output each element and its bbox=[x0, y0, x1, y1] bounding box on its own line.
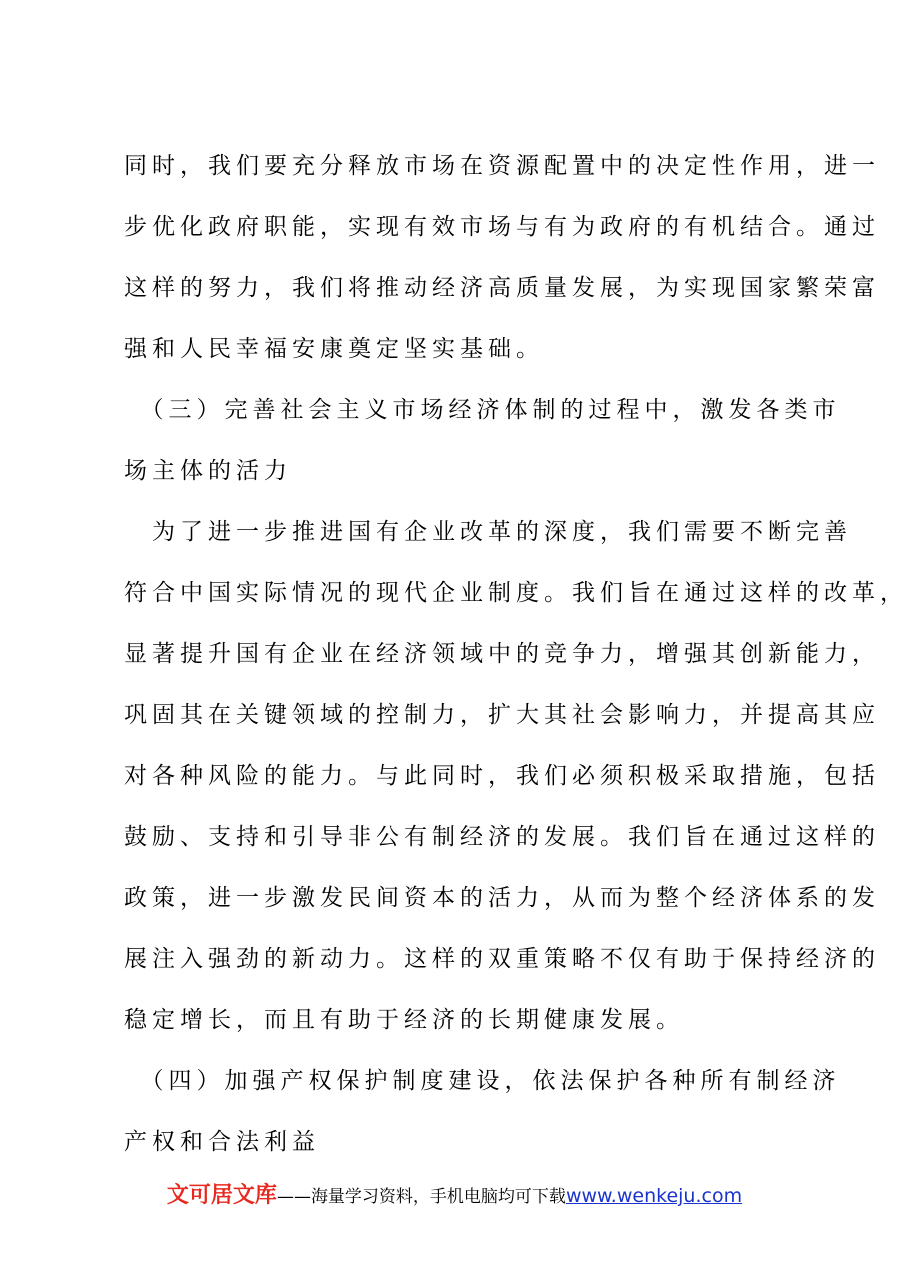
text-line-7: 为了进一步推进国有企业改革的深度，我们需要不断完善 bbox=[124, 519, 852, 545]
text-line-2: 步优化政府职能，实现有效市场与有为政府的有机结合。通过 bbox=[124, 214, 880, 240]
text-line-9: 显著提升国有企业在经济领域中的竞争力，增强其创新能力， bbox=[124, 641, 880, 667]
section-heading-3-line-1: （三）完善社会主义市场经济体制的过程中，激发各类市 bbox=[124, 397, 841, 423]
footer-url-link[interactable]: www.wenkeju.com bbox=[565, 1185, 743, 1207]
text-line-14: 展注入强劲的新动力。这样的双重策略不仅有助于保持经济的 bbox=[124, 946, 880, 972]
text-line-12: 鼓励、支持和引导非公有制经济的发展。我们旨在通过这样的 bbox=[124, 824, 880, 850]
document-body bbox=[124, 136, 908, 1173]
section-heading-4-line-1: （四）加强产权保护制度建设，依法保护各种所有制经济 bbox=[124, 1068, 841, 1094]
text-line-13: 政策，进一步激发民间资本的活力，从而为整个经济体系的发 bbox=[124, 885, 880, 911]
text-line-11: 对各种风险的能力。与此同时，我们必须积极采取措施，包括 bbox=[124, 763, 880, 789]
footer-brand: 文可居文库 bbox=[166, 1183, 277, 1208]
text-line-10: 巩固其在关键领域的控制力，扩大其社会影响力，并提高其应 bbox=[124, 702, 880, 728]
footer-banner bbox=[0, 1178, 909, 1214]
text-line-8: 符合中国实际情况的现代企业制度。我们旨在通过这样的改革， bbox=[124, 580, 908, 606]
section-heading-4-line-2: 产权和合法利益 bbox=[124, 1129, 320, 1155]
footer-slogan: ——海量学习资料，手机电脑均可下载 bbox=[276, 1187, 566, 1207]
text-line-3: 这样的努力，我们将推动经济高质量发展，为实现国家繁荣富 bbox=[124, 275, 880, 301]
section-heading-3-line-2: 场主体的活力 bbox=[124, 458, 292, 484]
text-line-4: 强和人民幸福安康奠定坚实基础。 bbox=[124, 336, 544, 362]
text-line-1: 同时，我们要充分释放市场在资源配置中的决定性作用，进一 bbox=[124, 153, 880, 179]
text-line-15: 稳定增长，而且有助于经济的长期健康发展。 bbox=[124, 1007, 684, 1033]
